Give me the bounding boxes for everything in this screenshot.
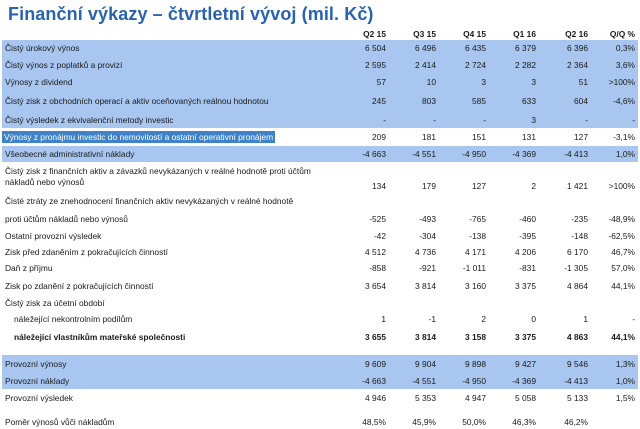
cell-value: 2 364 [539, 56, 591, 73]
row-label: náležející vlastníkům mateřské společnosti [14, 332, 186, 342]
cell-value: 6 170 [567, 247, 588, 257]
row-label: Čistý výnos z poplatků a provizí [2, 56, 339, 73]
cell-value: 2 595 [339, 56, 389, 73]
cell-value: 0 [531, 313, 536, 324]
cell-value: 10 [389, 73, 439, 90]
cell-value: -4 950 [439, 146, 489, 162]
cell-value: -4 369 [489, 146, 539, 162]
cell-value: 1,0% [591, 146, 638, 162]
cell-value: 45,9% [412, 417, 436, 427]
row-label: proti účtům nákladů nebo výnosů [5, 214, 128, 224]
table-row [2, 276, 638, 295]
cell-value: 209 [372, 132, 386, 142]
column-header: Q/Q % [609, 29, 635, 39]
table-row [2, 56, 638, 73]
cell-value: 127 [472, 181, 486, 191]
cell-value: 4 946 [365, 393, 386, 403]
cell-value: 4 864 [567, 280, 588, 291]
cell-value: 44,1% [611, 280, 635, 291]
cell-value [389, 192, 439, 210]
cell-value: 585 [439, 90, 489, 111]
cell-value: -4 369 [489, 372, 539, 389]
table-row [2, 310, 638, 327]
cell-value: 57,0% [611, 263, 635, 273]
cell-value: 5 353 [415, 393, 436, 403]
cell-value: -1 [428, 313, 436, 324]
cell-value: 3 375 [515, 332, 536, 342]
table-row [2, 146, 638, 162]
cell-value: 48,5% [362, 417, 386, 427]
cell-value: -4 413 [539, 146, 591, 162]
cell-value: 2 414 [389, 56, 439, 73]
cell-value: 1,0% [591, 372, 638, 389]
cell-value: 1 421 [567, 181, 588, 191]
row-label: Ostatní provozní výsledek [5, 231, 102, 241]
cell-value: 604 [539, 90, 591, 111]
cell-value: 131 [522, 132, 536, 142]
cell-value [539, 192, 591, 210]
spacer-row [2, 407, 638, 415]
spacer-row [2, 347, 638, 355]
cell-value: 6 396 [539, 40, 591, 56]
cell-value: -525 [369, 214, 386, 224]
cell-value: -831 [519, 263, 536, 273]
cell-value: >100% [608, 181, 635, 191]
cell-value: - [539, 111, 591, 128]
table-row [2, 40, 638, 56]
highlighted-label: Výnosy z pronájmu investic do nemovitostí a ostatní operativní pronájem [4, 132, 274, 142]
cell-value: -138 [469, 231, 486, 241]
cell-value: -62,5% [608, 231, 635, 241]
cell-value: - [339, 111, 389, 128]
cell-value [539, 295, 591, 310]
cell-value: 2 [481, 313, 486, 324]
cell-value: 179 [422, 181, 436, 191]
column-header: Q1 16 [513, 29, 536, 39]
cell-value: 2 [531, 181, 536, 191]
cell-value: 151 [472, 132, 486, 142]
row-label [2, 128, 339, 146]
row-label: Výnosy z dividend [2, 73, 339, 90]
cell-value: 1 [381, 313, 386, 324]
cell-value: - [439, 111, 489, 128]
table-row [2, 389, 638, 407]
cell-value [591, 295, 638, 310]
cell-value: 3 375 [515, 280, 536, 291]
table-row [2, 192, 638, 210]
row-label: Provozní náklady [2, 372, 339, 389]
cell-value: 0,3% [591, 40, 638, 56]
cell-value: 9 427 [489, 355, 539, 372]
table-row [2, 260, 638, 276]
cell-value: 633 [489, 90, 539, 111]
cell-value: -4 950 [439, 372, 489, 389]
cell-value: -4 551 [389, 146, 439, 162]
cell-value: 245 [339, 90, 389, 111]
cell-value [439, 295, 489, 310]
cell-value: 1,3% [591, 355, 638, 372]
table-row [2, 162, 638, 192]
table-row [2, 90, 638, 111]
cell-value [489, 192, 539, 210]
cell-value: 5 133 [567, 393, 588, 403]
table-row [2, 295, 638, 310]
row-label: Daň z příjmu [5, 263, 53, 273]
cell-value: 4 512 [365, 247, 386, 257]
cell-value [339, 295, 389, 310]
cell-value: 181 [422, 132, 436, 142]
cell-value: -1 305 [564, 263, 588, 273]
table-row [2, 244, 638, 260]
cell-value [591, 192, 638, 210]
cell-value: 803 [389, 90, 439, 111]
table-row [2, 355, 638, 372]
cell-value: 9 904 [389, 355, 439, 372]
cell-value: -4 663 [339, 372, 389, 389]
table-row [2, 128, 638, 146]
row-label: Všeobecné administrativní náklady [2, 146, 339, 162]
row-label: Poměr výnosů vůči nákladům [5, 417, 115, 427]
cell-value: >100% [591, 73, 638, 90]
cell-value: 4 171 [465, 247, 486, 257]
cell-value: -42 [373, 231, 386, 241]
cell-value: -493 [419, 214, 436, 224]
cell-value [339, 192, 389, 210]
page-title: Finanční výkazy – čtvrtletní vývoj (mil. Kč) [8, 4, 374, 24]
table-row [2, 73, 638, 90]
label-header [2, 28, 339, 40]
row-label: Zisk po zdanění z pokračujících činností [5, 280, 154, 291]
cell-value: -4 413 [539, 372, 591, 389]
cell-value: 4 206 [515, 247, 536, 257]
row-label: Zisk před zdaněním z pokračujících činností [5, 247, 168, 257]
table-row [2, 228, 638, 244]
row-label: Čistý výsledek z ekvivalenční metody investic [2, 111, 339, 128]
cell-value: 44,1% [611, 332, 635, 342]
cell-value: 127 [574, 132, 588, 142]
table-row [2, 327, 638, 347]
cell-value: -48,9% [608, 214, 635, 224]
cell-value: 46,2% [564, 417, 588, 427]
cell-value: 134 [372, 181, 386, 191]
cell-value: 6 504 [339, 40, 389, 56]
cell-value: 1,5% [615, 393, 635, 403]
column-header: Q3 15 [413, 29, 436, 39]
cell-value [591, 415, 638, 429]
cell-value [489, 295, 539, 310]
cell-value: 4 736 [415, 247, 436, 257]
cell-value: -921 [419, 263, 436, 273]
column-header: Q2 16 [565, 29, 588, 39]
cell-value: 6 435 [439, 40, 489, 56]
cell-value: -395 [519, 231, 536, 241]
cell-value: 3 814 [415, 280, 436, 291]
cell-value: 3 654 [365, 280, 386, 291]
table-row [2, 210, 638, 228]
table-row [2, 111, 638, 128]
cell-value: 9 898 [439, 355, 489, 372]
row-label: Čistý zisk z finančních aktiv a závazků nevykázaných v reálné hodnotě proti účtům nákladů nebo výnosů [5, 166, 311, 187]
cell-value: -304 [419, 231, 436, 241]
cell-value: 57 [339, 73, 389, 90]
cell-value: 3 [489, 111, 539, 128]
cell-value: 5 058 [515, 393, 536, 403]
cell-value: -1 011 [462, 263, 486, 273]
cell-value: -765 [469, 214, 486, 224]
cell-value: - [389, 111, 439, 128]
financial-table [2, 28, 638, 429]
column-header: Q2 15 [363, 29, 386, 39]
row-label: Provozní výsledek [5, 393, 73, 403]
table-header-row [2, 28, 638, 40]
cell-value: -3,1% [613, 132, 635, 142]
table-row [2, 372, 638, 389]
cell-value: -4 663 [339, 146, 389, 162]
cell-value: 3,6% [591, 56, 638, 73]
cell-value: 3 [439, 73, 489, 90]
cell-value: 9 546 [539, 355, 591, 372]
cell-value: 6 379 [489, 40, 539, 56]
cell-value: -4 551 [389, 372, 439, 389]
cell-value: -460 [519, 214, 536, 224]
cell-value: 46,7% [611, 247, 635, 257]
cell-value: 3 158 [465, 332, 486, 342]
row-label: Čistý zisk za účetní období [5, 297, 105, 308]
row-label: Provozní výnosy [2, 355, 339, 372]
row-label: náležející nekontrolním podílům [14, 313, 133, 324]
table-row [2, 415, 638, 429]
row-label: Čistý zisk z obchodních operací a aktiv oceňovaných reálnou hodnotou [2, 90, 339, 111]
cell-value: -4,6% [591, 90, 638, 111]
cell-value: 50,0% [462, 417, 486, 427]
row-label: Čisté ztráty ze znehodnocení finančních aktiv nevykázaných v reálné hodnotě [5, 196, 294, 206]
cell-value [389, 295, 439, 310]
cell-value: 51 [539, 73, 591, 90]
cell-value: 3 655 [365, 332, 386, 342]
cell-value: 3 814 [415, 332, 436, 342]
column-header: Q4 15 [463, 29, 486, 39]
cell-value: 1 [583, 313, 588, 324]
cell-value: 3 160 [465, 280, 486, 291]
cell-value: 9 609 [339, 355, 389, 372]
cell-value: 3 [489, 73, 539, 90]
cell-value: -235 [571, 214, 588, 224]
cell-value: 46,3% [512, 417, 536, 427]
cell-value: - [591, 111, 638, 128]
cell-value: 6 496 [389, 40, 439, 56]
cell-value: 4 947 [465, 393, 486, 403]
cell-value: -858 [369, 263, 386, 273]
cell-value: 4 863 [567, 332, 588, 342]
row-label: Čistý úrokový výnos [2, 40, 339, 56]
cell-value: - [632, 313, 635, 324]
cell-value [439, 192, 489, 210]
cell-value: -148 [571, 231, 588, 241]
cell-value: 2 724 [439, 56, 489, 73]
cell-value: 2 282 [489, 56, 539, 73]
